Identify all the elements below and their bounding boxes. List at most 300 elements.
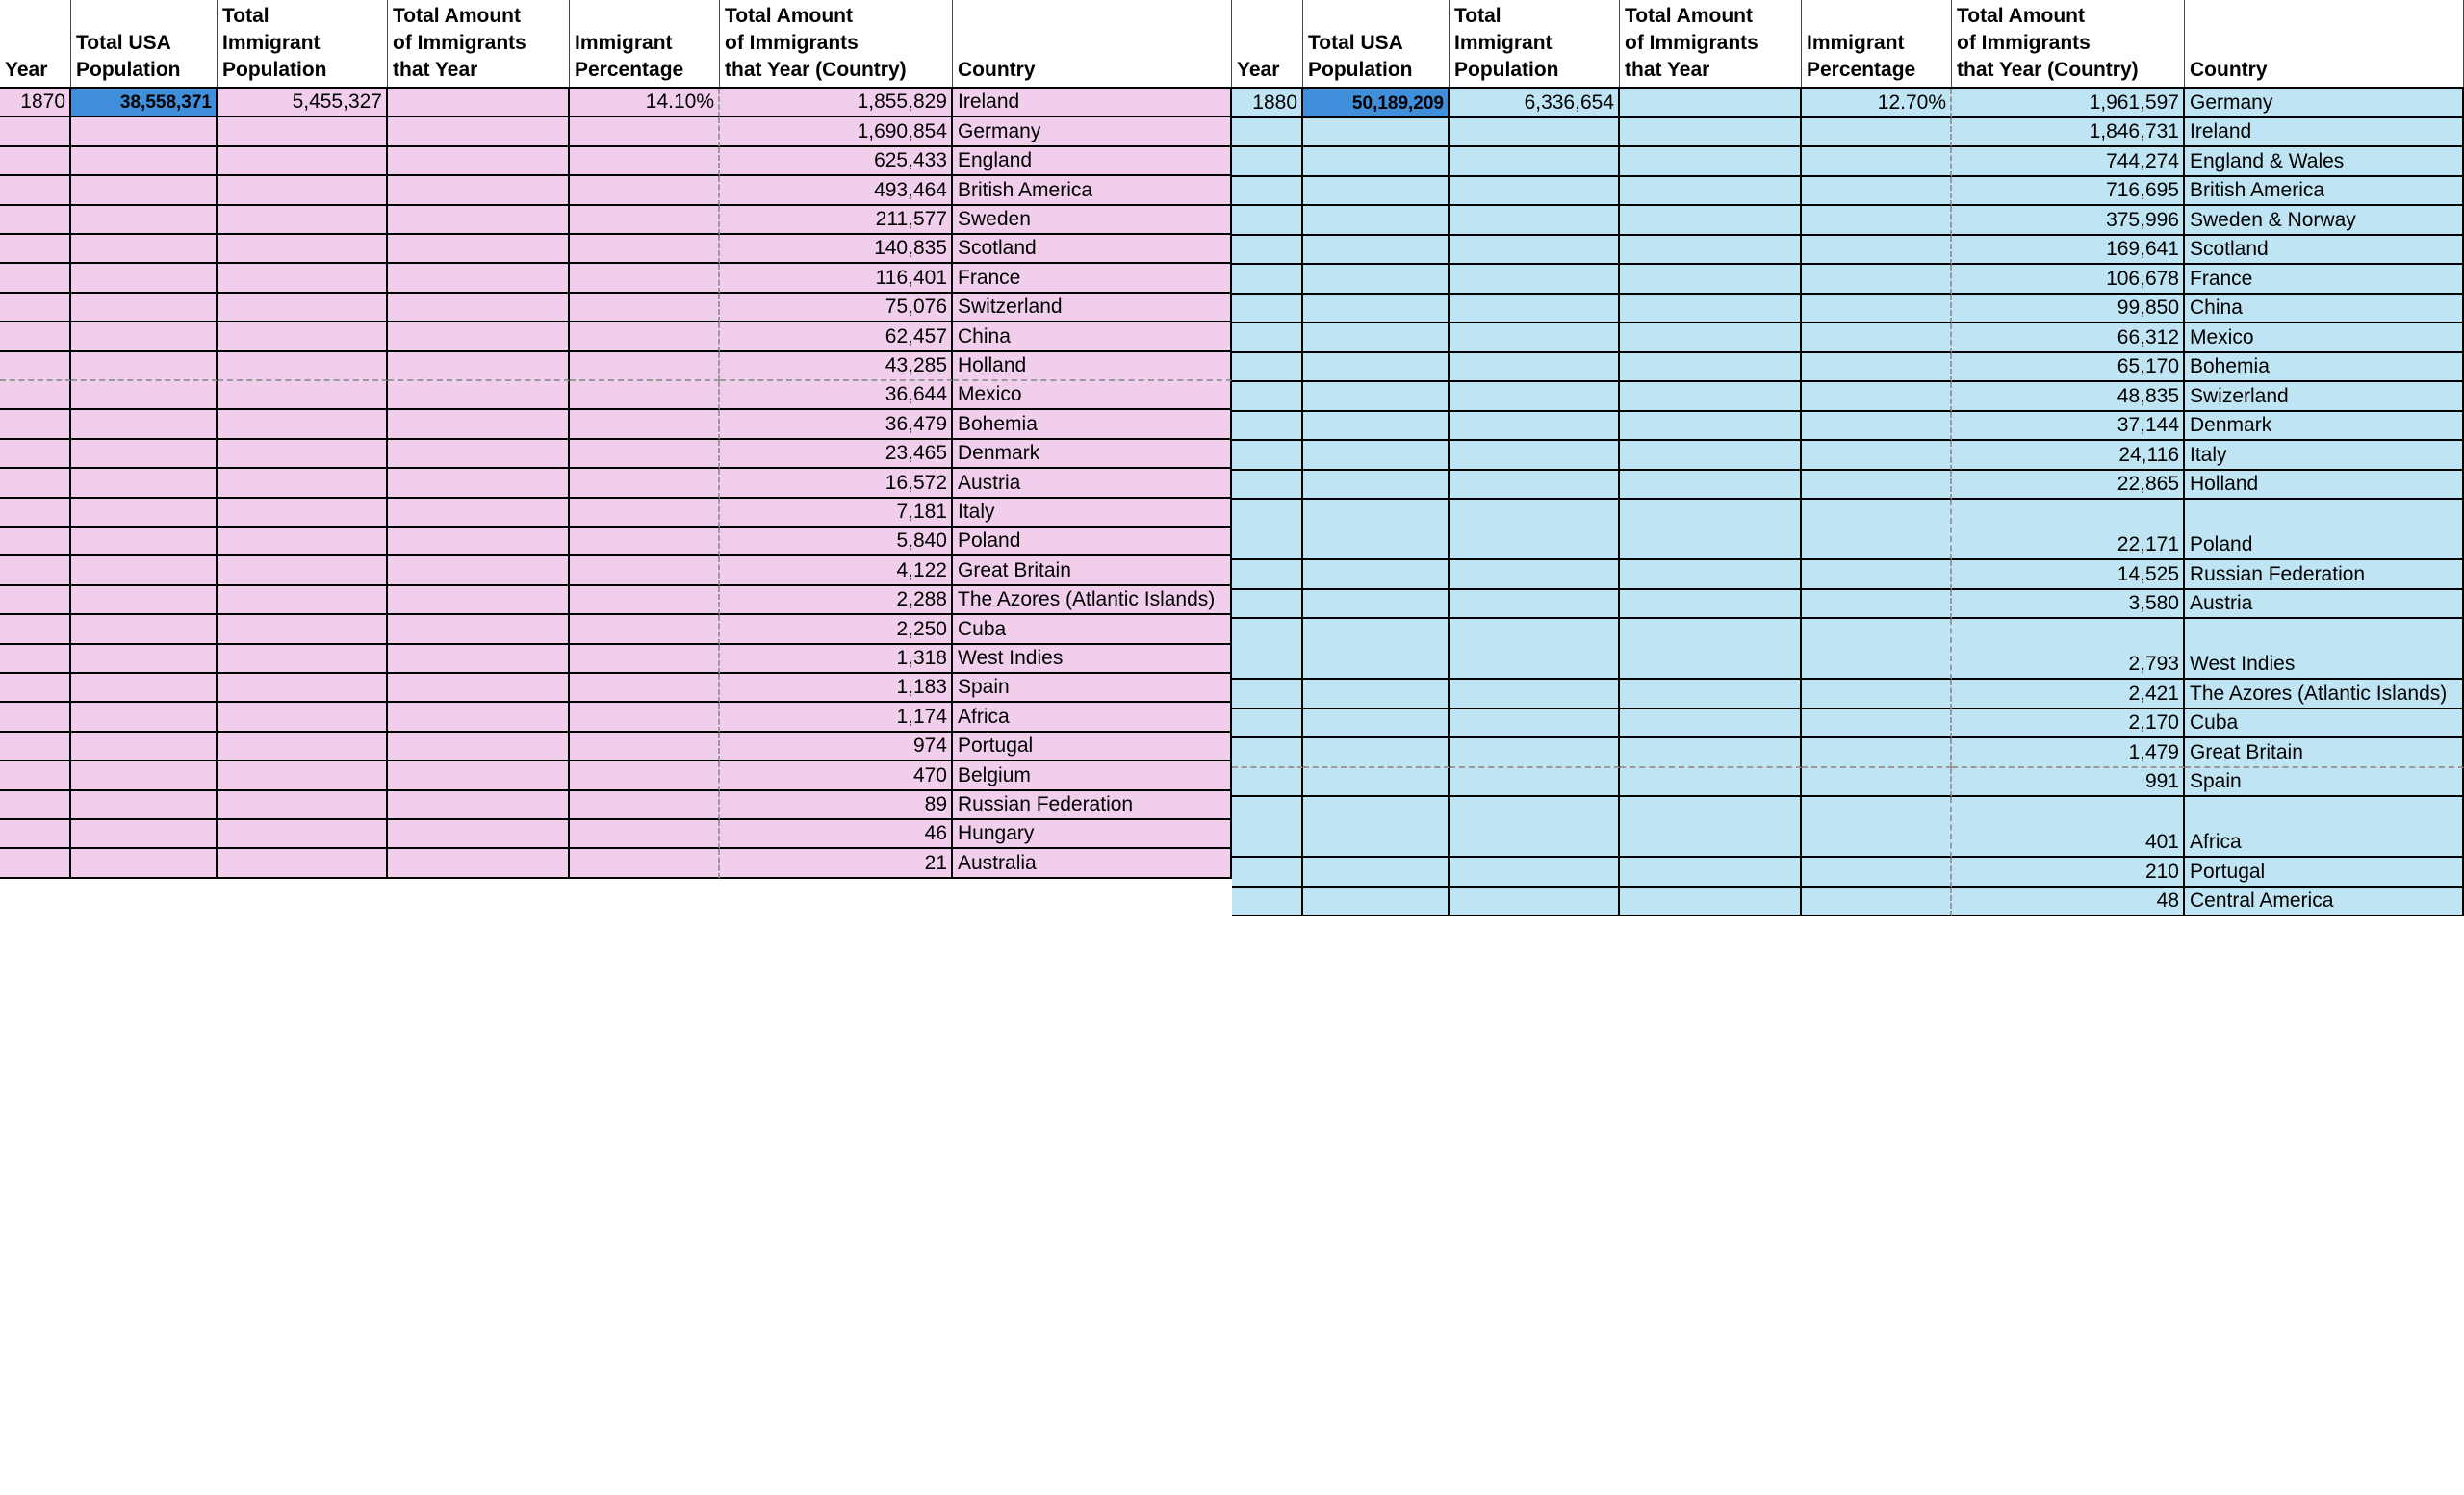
immigrant-percentage-cell[interactable] (570, 791, 720, 820)
year-cell[interactable] (0, 556, 71, 585)
country-amount-cell[interactable]: 22,865 (1952, 471, 2185, 501)
immigrants-that-year-cell[interactable] (1620, 382, 1802, 412)
year-cell[interactable] (0, 791, 71, 820)
immigrants-that-year-cell[interactable] (1620, 560, 1802, 590)
total-population-cell[interactable] (1303, 412, 1450, 442)
country-amount-cell[interactable]: 23,465 (720, 440, 953, 469)
immigrants-that-year-cell[interactable] (1620, 118, 1802, 148)
year-cell[interactable] (1232, 888, 1303, 917)
country-amount-cell[interactable]: 2,250 (720, 615, 953, 644)
total-population-cell[interactable] (71, 791, 218, 820)
immigrant-percentage-cell[interactable]: 12.70% (1802, 89, 1952, 118)
country-cell[interactable]: Sweden & Norway (2185, 206, 2464, 236)
immigrant-percentage-cell[interactable] (570, 117, 720, 146)
immigrant-percentage-cell[interactable] (570, 322, 720, 351)
country-amount-cell[interactable]: 2,421 (1952, 680, 2185, 709)
immigrants-that-year-cell[interactable] (1620, 471, 1802, 501)
year-cell[interactable] (1232, 709, 1303, 739)
total-population-cell[interactable] (1303, 858, 1450, 888)
country-amount-cell[interactable]: 4,122 (720, 556, 953, 585)
year-cell[interactable] (1232, 323, 1303, 353)
immigrant-percentage-cell[interactable] (1802, 590, 1952, 620)
country-cell[interactable]: Cuba (2185, 709, 2464, 739)
year-cell[interactable] (1232, 797, 1303, 858)
total-population-cell[interactable] (1303, 177, 1450, 207)
immigrant-percentage-cell[interactable] (570, 469, 720, 498)
immigrant-population-cell[interactable]: 5,455,327 (218, 89, 388, 117)
immigrant-percentage-cell[interactable] (570, 264, 720, 293)
country-cell[interactable]: Austria (2185, 590, 2464, 620)
total-population-cell[interactable] (1303, 590, 1450, 620)
immigrant-population-cell[interactable] (1450, 471, 1620, 501)
country-cell[interactable]: France (2185, 265, 2464, 295)
country-cell[interactable]: China (953, 322, 1232, 351)
country-amount-cell[interactable]: 7,181 (720, 499, 953, 528)
country-cell[interactable]: Scotland (953, 235, 1232, 264)
year-cell[interactable]: 1880 (1232, 89, 1303, 118)
year-cell[interactable] (1232, 295, 1303, 324)
total-population-cell[interactable] (71, 147, 218, 176)
year-cell[interactable] (0, 352, 71, 381)
immigrants-that-year-cell[interactable] (388, 791, 570, 820)
total-population-cell[interactable] (71, 499, 218, 528)
country-amount-cell[interactable]: 169,641 (1952, 236, 2185, 266)
immigrant-population-cell[interactable] (218, 440, 388, 469)
country-amount-cell[interactable]: 16,572 (720, 469, 953, 498)
immigrant-percentage-cell[interactable] (1802, 500, 1952, 560)
total-population-cell[interactable] (1303, 471, 1450, 501)
country-cell[interactable]: Denmark (953, 440, 1232, 469)
immigrant-population-cell[interactable] (218, 206, 388, 235)
immigrant-percentage-cell[interactable] (1802, 177, 1952, 207)
year-cell[interactable] (0, 294, 71, 322)
total-population-cell[interactable] (71, 235, 218, 264)
immigrant-population-cell[interactable] (1450, 236, 1620, 266)
year-cell[interactable]: 1870 (0, 89, 71, 117)
year-cell[interactable] (1232, 206, 1303, 236)
immigrant-population-cell[interactable] (1450, 560, 1620, 590)
immigrants-that-year-cell[interactable] (1620, 738, 1802, 768)
total-population-cell[interactable] (1303, 118, 1450, 148)
country-cell[interactable]: Great Britain (2185, 738, 2464, 768)
country-amount-cell[interactable]: 1,855,829 (720, 89, 953, 117)
year-cell[interactable] (1232, 560, 1303, 590)
year-cell[interactable] (1232, 177, 1303, 207)
immigrants-that-year-cell[interactable] (388, 264, 570, 293)
total-population-cell[interactable] (71, 117, 218, 146)
country-amount-cell[interactable]: 375,996 (1952, 206, 2185, 236)
country-cell[interactable]: Russian Federation (953, 791, 1232, 820)
country-cell[interactable]: Portugal (2185, 858, 2464, 888)
immigrant-percentage-cell[interactable] (570, 703, 720, 732)
country-amount-cell[interactable]: 21 (720, 849, 953, 878)
immigrant-population-cell[interactable] (1450, 382, 1620, 412)
country-cell[interactable]: Australia (953, 849, 1232, 878)
immigrant-percentage-cell[interactable] (570, 352, 720, 381)
country-amount-cell[interactable]: 14,525 (1952, 560, 2185, 590)
country-cell[interactable]: Ireland (2185, 118, 2464, 148)
immigrant-population-cell[interactable] (1450, 797, 1620, 858)
year-cell[interactable] (0, 645, 71, 674)
total-population-cell[interactable] (1303, 323, 1450, 353)
immigrant-population-cell[interactable] (218, 820, 388, 849)
total-population-cell[interactable] (71, 176, 218, 205)
total-population-cell[interactable] (1303, 500, 1450, 560)
total-population-cell[interactable] (1303, 888, 1450, 917)
immigrant-population-cell[interactable] (1450, 206, 1620, 236)
immigrant-percentage-cell[interactable] (1802, 680, 1952, 709)
country-amount-cell[interactable]: 470 (720, 761, 953, 790)
immigrant-percentage-cell[interactable] (570, 733, 720, 761)
immigrant-population-cell[interactable] (218, 703, 388, 732)
immigrants-that-year-cell[interactable] (1620, 709, 1802, 739)
immigrants-that-year-cell[interactable] (388, 322, 570, 351)
country-cell[interactable]: West Indies (953, 645, 1232, 674)
country-cell[interactable]: Sweden (953, 206, 1232, 235)
country-amount-cell[interactable]: 24,116 (1952, 441, 2185, 471)
immigrants-that-year-cell[interactable] (1620, 412, 1802, 442)
country-amount-cell[interactable]: 974 (720, 733, 953, 761)
total-population-cell[interactable] (71, 206, 218, 235)
country-amount-cell[interactable]: 210 (1952, 858, 2185, 888)
immigrants-that-year-cell[interactable] (388, 294, 570, 322)
country-cell[interactable]: Holland (953, 352, 1232, 381)
year-cell[interactable] (1232, 471, 1303, 501)
immigrants-that-year-cell[interactable] (388, 645, 570, 674)
immigrant-population-cell[interactable] (218, 528, 388, 556)
country-cell[interactable]: Portugal (953, 733, 1232, 761)
country-cell[interactable]: Holland (2185, 471, 2464, 501)
year-cell[interactable] (0, 235, 71, 264)
immigrant-percentage-cell[interactable] (570, 381, 720, 410)
immigrant-population-cell[interactable] (1450, 590, 1620, 620)
immigrants-that-year-cell[interactable] (388, 469, 570, 498)
immigrant-population-cell[interactable] (1450, 768, 1620, 798)
immigrant-population-cell[interactable] (218, 410, 388, 439)
immigrant-population-cell[interactable] (1450, 738, 1620, 768)
total-population-cell[interactable] (1303, 797, 1450, 858)
country-amount-cell[interactable]: 62,457 (720, 322, 953, 351)
total-population-cell[interactable] (1303, 441, 1450, 471)
country-amount-cell[interactable]: 1,690,854 (720, 117, 953, 146)
country-cell[interactable]: France (953, 264, 1232, 293)
country-cell[interactable]: Ireland (953, 89, 1232, 117)
immigrant-percentage-cell[interactable] (1802, 118, 1952, 148)
immigrants-that-year-cell[interactable] (388, 733, 570, 761)
immigrants-that-year-cell[interactable] (388, 586, 570, 615)
country-cell[interactable]: Bohemia (953, 410, 1232, 439)
immigrants-that-year-cell[interactable] (388, 761, 570, 790)
immigrant-percentage-cell[interactable] (570, 556, 720, 585)
immigrant-population-cell[interactable] (1450, 323, 1620, 353)
year-cell[interactable] (1232, 680, 1303, 709)
immigrants-that-year-cell[interactable] (388, 440, 570, 469)
total-population-cell[interactable] (1303, 709, 1450, 739)
immigrant-population-cell[interactable] (218, 499, 388, 528)
year-cell[interactable] (0, 820, 71, 849)
immigrants-that-year-cell[interactable] (1620, 89, 1802, 118)
year-cell[interactable] (0, 499, 71, 528)
total-population-cell[interactable] (1303, 560, 1450, 590)
country-cell[interactable]: Germany (2185, 89, 2464, 118)
country-cell[interactable]: Belgium (953, 761, 1232, 790)
year-cell[interactable] (1232, 738, 1303, 768)
immigrants-that-year-cell[interactable] (388, 410, 570, 439)
country-cell[interactable]: Spain (953, 674, 1232, 703)
immigrant-percentage-cell[interactable] (1802, 768, 1952, 798)
country-amount-cell[interactable]: 99,850 (1952, 295, 2185, 324)
immigrant-population-cell[interactable] (1450, 177, 1620, 207)
immigrants-that-year-cell[interactable] (1620, 680, 1802, 709)
country-amount-cell[interactable]: 36,479 (720, 410, 953, 439)
country-cell[interactable]: Switzerland (953, 294, 1232, 322)
country-cell[interactable]: Poland (953, 528, 1232, 556)
immigrant-percentage-cell[interactable] (1802, 236, 1952, 266)
country-amount-cell[interactable]: 1,174 (720, 703, 953, 732)
immigrant-population-cell[interactable] (218, 556, 388, 585)
country-cell[interactable]: Scotland (2185, 236, 2464, 266)
country-amount-cell[interactable]: 106,678 (1952, 265, 2185, 295)
country-amount-cell[interactable]: 66,312 (1952, 323, 2185, 353)
country-cell[interactable]: Great Britain (953, 556, 1232, 585)
country-cell[interactable]: British America (953, 176, 1232, 205)
country-amount-cell[interactable]: 48 (1952, 888, 2185, 917)
immigrant-population-cell[interactable] (218, 586, 388, 615)
immigrant-percentage-cell[interactable] (1802, 797, 1952, 858)
year-cell[interactable] (0, 586, 71, 615)
year-cell[interactable] (0, 322, 71, 351)
immigrant-percentage-cell[interactable] (570, 586, 720, 615)
immigrant-percentage-cell[interactable] (1802, 619, 1952, 680)
year-cell[interactable] (0, 469, 71, 498)
country-amount-cell[interactable]: 36,644 (720, 381, 953, 410)
immigrants-that-year-cell[interactable] (388, 849, 570, 878)
country-cell[interactable]: Africa (953, 703, 1232, 732)
country-amount-cell[interactable]: 65,170 (1952, 353, 2185, 383)
total-population-cell[interactable] (71, 469, 218, 498)
immigrant-population-cell[interactable]: 6,336,654 (1450, 89, 1620, 118)
immigrant-percentage-cell[interactable] (1802, 471, 1952, 501)
immigrant-population-cell[interactable] (218, 264, 388, 293)
immigrant-percentage-cell[interactable] (570, 528, 720, 556)
country-amount-cell[interactable]: 716,695 (1952, 177, 2185, 207)
country-amount-cell[interactable]: 493,464 (720, 176, 953, 205)
immigrants-that-year-cell[interactable] (1620, 323, 1802, 353)
immigrant-percentage-cell[interactable] (1802, 560, 1952, 590)
immigrant-population-cell[interactable] (218, 117, 388, 146)
country-amount-cell[interactable]: 401 (1952, 797, 2185, 858)
country-amount-cell[interactable]: 211,577 (720, 206, 953, 235)
immigrants-that-year-cell[interactable] (1620, 768, 1802, 798)
country-cell[interactable]: Central America (2185, 888, 2464, 917)
country-cell[interactable]: The Azores (Atlantic Islands) (953, 586, 1232, 615)
immigrants-that-year-cell[interactable] (388, 703, 570, 732)
country-cell[interactable]: Cuba (953, 615, 1232, 644)
country-cell[interactable]: Africa (2185, 797, 2464, 858)
country-amount-cell[interactable]: 1,479 (1952, 738, 2185, 768)
total-population-cell[interactable] (71, 294, 218, 322)
year-cell[interactable] (1232, 500, 1303, 560)
year-cell[interactable] (0, 381, 71, 410)
total-population-cell[interactable] (71, 820, 218, 849)
immigrants-that-year-cell[interactable] (388, 528, 570, 556)
total-population-cell[interactable] (71, 645, 218, 674)
total-population-cell[interactable] (71, 586, 218, 615)
country-cell[interactable]: England & Wales (2185, 147, 2464, 177)
immigrant-percentage-cell[interactable] (1802, 382, 1952, 412)
year-cell[interactable] (1232, 353, 1303, 383)
year-cell[interactable] (0, 703, 71, 732)
immigrant-population-cell[interactable] (1450, 888, 1620, 917)
total-population-cell[interactable] (1303, 619, 1450, 680)
immigrant-population-cell[interactable] (218, 615, 388, 644)
total-population-cell[interactable] (71, 352, 218, 381)
immigrant-population-cell[interactable] (1450, 118, 1620, 148)
total-population-cell[interactable] (71, 264, 218, 293)
immigrant-population-cell[interactable] (218, 469, 388, 498)
total-population-cell[interactable] (1303, 382, 1450, 412)
immigrant-population-cell[interactable] (1450, 680, 1620, 709)
immigrant-percentage-cell[interactable] (570, 147, 720, 176)
immigrants-that-year-cell[interactable] (388, 352, 570, 381)
immigrant-population-cell[interactable] (218, 791, 388, 820)
immigrant-percentage-cell[interactable] (570, 440, 720, 469)
country-amount-cell[interactable]: 1,183 (720, 674, 953, 703)
immigrant-population-cell[interactable] (218, 352, 388, 381)
immigrant-population-cell[interactable] (1450, 500, 1620, 560)
total-population-cell[interactable] (71, 761, 218, 790)
immigrant-percentage-cell[interactable] (570, 674, 720, 703)
country-cell[interactable]: Austria (953, 469, 1232, 498)
country-amount-cell[interactable]: 1,318 (720, 645, 953, 674)
immigrant-percentage-cell[interactable] (570, 294, 720, 322)
country-amount-cell[interactable]: 89 (720, 791, 953, 820)
country-amount-cell[interactable]: 116,401 (720, 264, 953, 293)
total-population-cell[interactable] (71, 410, 218, 439)
total-population-cell[interactable] (1303, 353, 1450, 383)
year-cell[interactable] (0, 849, 71, 878)
immigrant-percentage-cell[interactable] (570, 499, 720, 528)
immigrants-that-year-cell[interactable] (388, 147, 570, 176)
immigrant-percentage-cell[interactable] (1802, 295, 1952, 324)
total-population-cell[interactable] (71, 733, 218, 761)
country-cell[interactable]: Poland (2185, 500, 2464, 560)
country-cell[interactable]: China (2185, 295, 2464, 324)
country-cell[interactable]: British America (2185, 177, 2464, 207)
immigrant-percentage-cell[interactable] (1802, 206, 1952, 236)
total-population-cell[interactable] (71, 381, 218, 410)
year-cell[interactable] (1232, 590, 1303, 620)
country-amount-cell[interactable]: 48,835 (1952, 382, 2185, 412)
country-amount-cell[interactable]: 991 (1952, 768, 2185, 798)
country-cell[interactable]: Russian Federation (2185, 560, 2464, 590)
year-cell[interactable] (0, 147, 71, 176)
total-population-cell[interactable] (1303, 147, 1450, 177)
immigrants-that-year-cell[interactable] (1620, 797, 1802, 858)
immigrant-percentage-cell[interactable] (570, 615, 720, 644)
immigrants-that-year-cell[interactable] (388, 556, 570, 585)
immigrant-population-cell[interactable] (218, 147, 388, 176)
immigrants-that-year-cell[interactable] (388, 615, 570, 644)
country-cell[interactable]: Swizerland (2185, 382, 2464, 412)
immigrant-population-cell[interactable] (1450, 147, 1620, 177)
country-amount-cell[interactable]: 1,846,731 (1952, 118, 2185, 148)
immigrant-percentage-cell[interactable] (1802, 709, 1952, 739)
year-cell[interactable] (1232, 441, 1303, 471)
country-amount-cell[interactable]: 2,288 (720, 586, 953, 615)
immigrant-population-cell[interactable] (1450, 412, 1620, 442)
total-population-cell[interactable] (1303, 236, 1450, 266)
total-population-cell[interactable]: 50,189,209 (1303, 89, 1450, 118)
immigrants-that-year-cell[interactable] (388, 206, 570, 235)
immigrant-population-cell[interactable] (1450, 353, 1620, 383)
immigrants-that-year-cell[interactable] (388, 820, 570, 849)
total-population-cell[interactable] (71, 703, 218, 732)
immigrants-that-year-cell[interactable] (388, 176, 570, 205)
country-cell[interactable]: Germany (953, 117, 1232, 146)
total-population-cell[interactable] (1303, 206, 1450, 236)
year-cell[interactable] (0, 410, 71, 439)
country-cell[interactable]: Bohemia (2185, 353, 2464, 383)
immigrants-that-year-cell[interactable] (1620, 147, 1802, 177)
country-amount-cell[interactable]: 22,171 (1952, 500, 2185, 560)
year-cell[interactable] (0, 206, 71, 235)
country-amount-cell[interactable]: 46 (720, 820, 953, 849)
country-amount-cell[interactable]: 5,840 (720, 528, 953, 556)
immigrants-that-year-cell[interactable] (1620, 888, 1802, 917)
immigrant-percentage-cell[interactable] (570, 761, 720, 790)
immigrant-percentage-cell[interactable] (570, 645, 720, 674)
immigrant-percentage-cell[interactable] (1802, 147, 1952, 177)
immigrant-percentage-cell[interactable] (570, 410, 720, 439)
immigrants-that-year-cell[interactable] (1620, 265, 1802, 295)
immigrants-that-year-cell[interactable] (388, 381, 570, 410)
immigrants-that-year-cell[interactable] (388, 674, 570, 703)
immigrant-percentage-cell[interactable] (570, 820, 720, 849)
year-cell[interactable] (0, 264, 71, 293)
year-cell[interactable] (1232, 236, 1303, 266)
immigrant-population-cell[interactable] (1450, 441, 1620, 471)
immigrant-population-cell[interactable] (218, 294, 388, 322)
total-population-cell[interactable] (1303, 680, 1450, 709)
year-cell[interactable] (1232, 147, 1303, 177)
immigrant-population-cell[interactable] (218, 761, 388, 790)
country-amount-cell[interactable]: 3,580 (1952, 590, 2185, 620)
immigrant-percentage-cell[interactable] (1802, 265, 1952, 295)
country-amount-cell[interactable]: 744,274 (1952, 147, 2185, 177)
year-cell[interactable] (1232, 858, 1303, 888)
country-cell[interactable]: Hungary (953, 820, 1232, 849)
year-cell[interactable] (0, 615, 71, 644)
year-cell[interactable] (1232, 768, 1303, 798)
country-cell[interactable]: England (953, 147, 1232, 176)
immigrant-population-cell[interactable] (1450, 709, 1620, 739)
country-cell[interactable]: The Azores (Atlantic Islands) (2185, 680, 2464, 709)
total-population-cell[interactable] (1303, 768, 1450, 798)
immigrants-that-year-cell[interactable] (1620, 295, 1802, 324)
total-population-cell[interactable] (1303, 295, 1450, 324)
total-population-cell[interactable] (1303, 265, 1450, 295)
immigrants-that-year-cell[interactable] (1620, 353, 1802, 383)
immigrants-that-year-cell[interactable] (1620, 177, 1802, 207)
total-population-cell[interactable] (71, 849, 218, 878)
immigrants-that-year-cell[interactable] (1620, 590, 1802, 620)
year-cell[interactable] (1232, 619, 1303, 680)
immigrant-percentage-cell[interactable] (1802, 441, 1952, 471)
country-cell[interactable]: West Indies (2185, 619, 2464, 680)
immigrants-that-year-cell[interactable] (1620, 858, 1802, 888)
immigrant-population-cell[interactable] (218, 674, 388, 703)
